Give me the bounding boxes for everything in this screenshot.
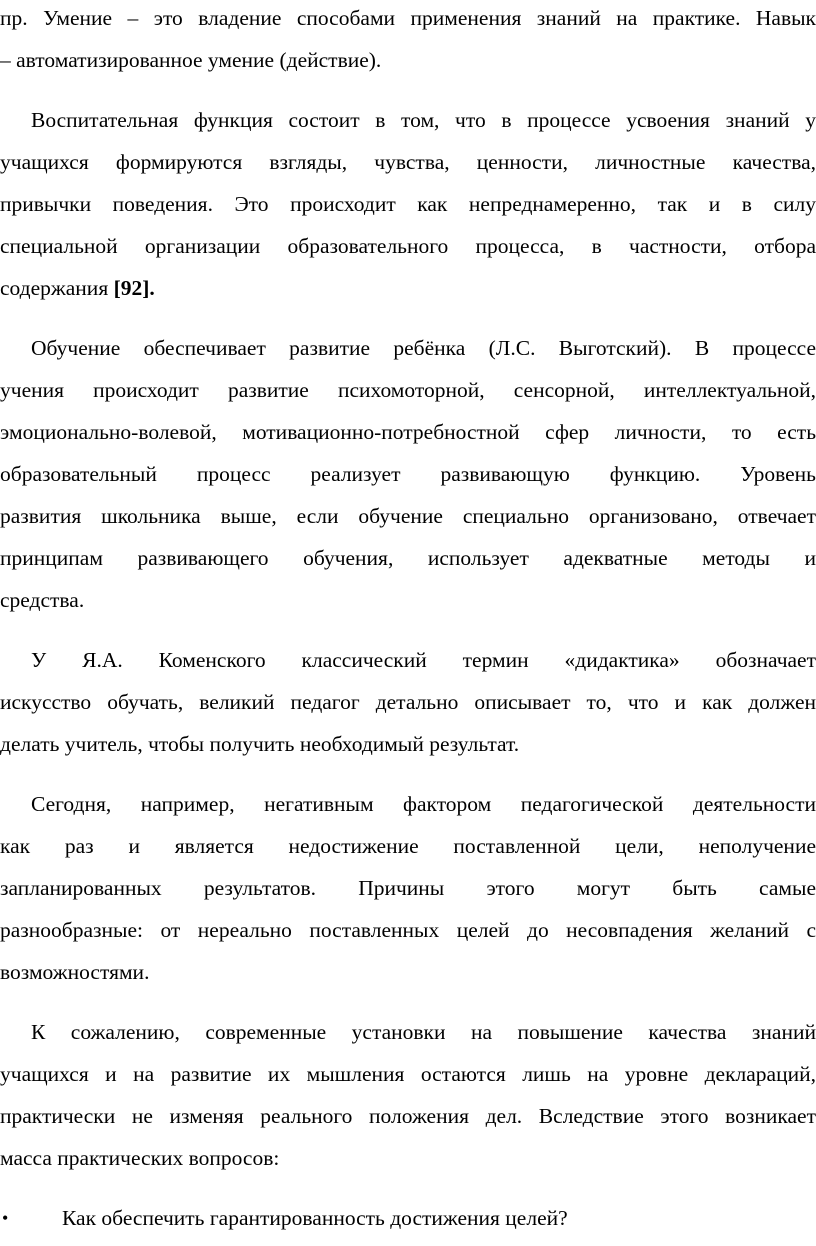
- list-item: Как обеспечить гарантированность достижения целей?: [62, 1206, 568, 1230]
- paragraph-6-line-2: учащихся и на развитие их мышления остаются лишь на уровне деклараций,: [0, 1062, 816, 1086]
- paragraph-1-line-1: пр. Умение – это владение способами применения знаний на практике. Навык: [0, 6, 816, 30]
- paragraph-3-line-4: образовательный процесс реализует развивающую функцию. Уровень: [0, 462, 816, 486]
- paragraph-5-line-5: возможностями.: [0, 960, 150, 984]
- paragraph-5-line-2: как раз и является недостижение поставленной цели, неполучение: [0, 834, 816, 858]
- paragraph-4-line-1: У Я.А. Коменского классический термин «дидактика» обозначает: [31, 648, 816, 672]
- paragraph-3-line-5: развития школьника выше, если обучение специально организовано, отвечает: [0, 504, 816, 528]
- paragraph-3-line-1: Обучение обеспечивает развитие ребёнка (Л.С. Выготский). В процессе: [31, 336, 816, 360]
- paragraph-2-last-text: содержания: [0, 276, 114, 300]
- paragraph-2-line-2: учащихся формируются взгляды, чувства, ценности, личностные качества,: [0, 150, 816, 174]
- paragraph-6-line-1: К сожалению, современные установки на повышение качества знаний: [31, 1020, 816, 1044]
- paragraph-2-line-4: специальной организации образовательного процесса, в частности, отбора: [0, 234, 816, 258]
- paragraph-3-line-2: учения происходит развитие психомоторной, сенсорной, интеллектуальной,: [0, 378, 816, 402]
- citation-reference: [92].: [113, 276, 155, 300]
- paragraph-5-line-4: разнообразные: от нереально поставленных целей до несовпадения желаний с: [0, 918, 816, 942]
- paragraph-3-line-6: принципам развивающего обучения, использует адекватные методы и: [0, 546, 816, 570]
- paragraph-1-line-2: – автоматизированное умение (действие).: [0, 48, 382, 72]
- paragraph-6-line-3: практически не изменяя реального положения дел. Вследствие этого возникает: [0, 1104, 816, 1128]
- bullet-icon: •: [2, 1208, 9, 1228]
- paragraph-2-line-1: Воспитательная функция состоит в том, что в процессе усвоения знаний у: [31, 108, 816, 132]
- paragraph-5-line-3: запланированных результатов. Причины этого могут быть самые: [0, 876, 816, 900]
- paragraph-4-line-3: делать учитель, чтобы получить необходимый результат.: [0, 732, 520, 756]
- paragraph-3-line-7: средства.: [0, 588, 85, 612]
- paragraph-3-line-3: эмоционально-волевой, мотивационно-потребностной сфер личности, то есть: [0, 420, 816, 444]
- paragraph-4-line-2: искусство обучать, великий педагог детально описывает то, что и как должен: [0, 690, 816, 714]
- paragraph-2-line-3: привычки поведения. Это происходит как непреднамеренно, так и в силу: [0, 192, 816, 216]
- paragraph-6-line-4: масса практических вопросов:: [0, 1146, 280, 1170]
- paragraph-5-line-1: Сегодня, например, негативным фактором педагогической деятельности: [31, 792, 816, 816]
- paragraph-2-line-5: [0, 273, 816, 303]
